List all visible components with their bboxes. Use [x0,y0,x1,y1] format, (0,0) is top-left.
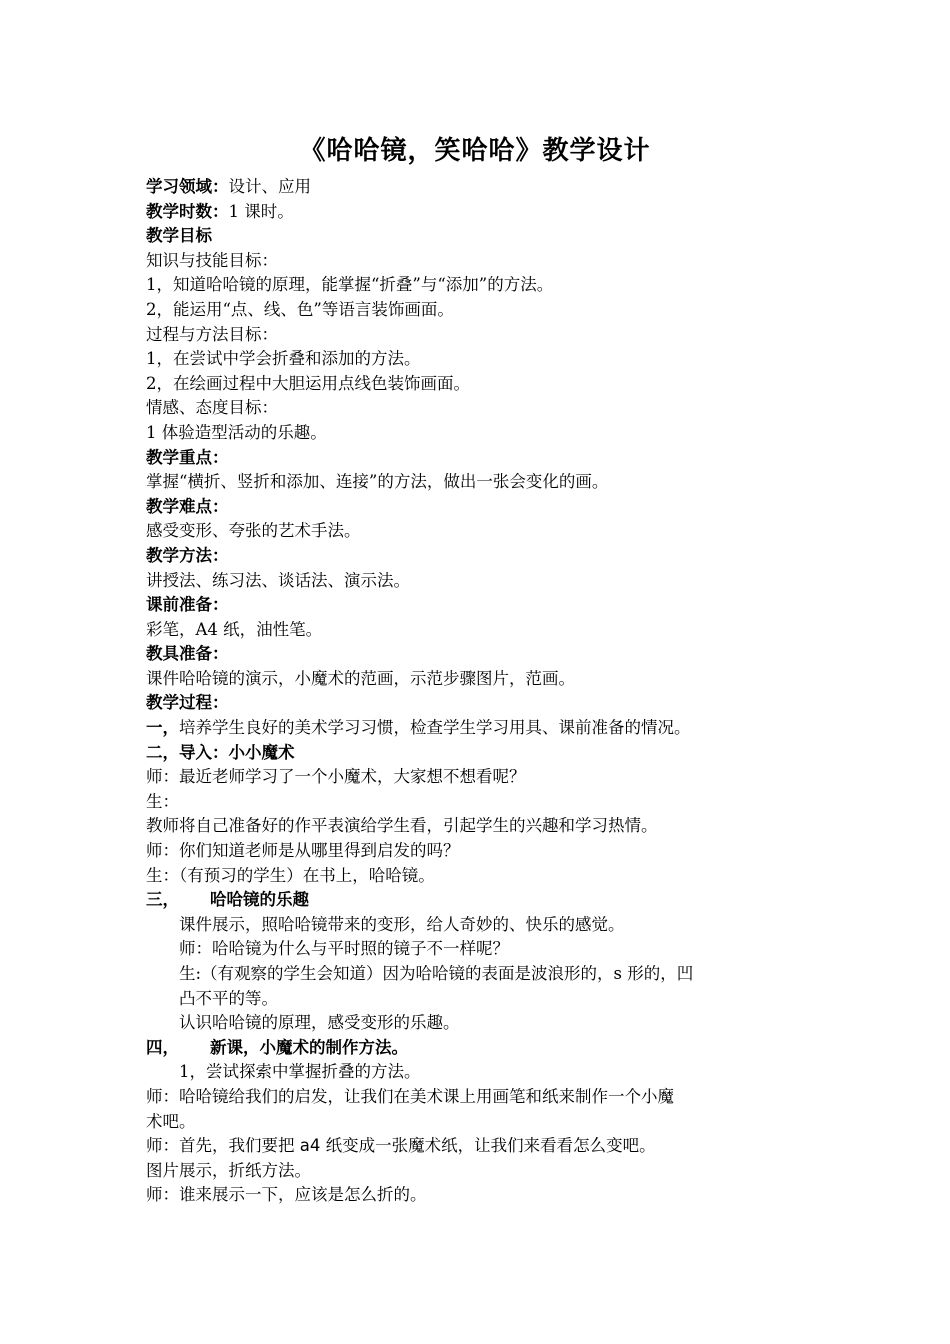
field-value: 设计、应用 [228,177,311,196]
document-title: 《哈哈镜，笑哈哈》教学设计 [299,136,651,166]
goals-heading: 教学目标 [146,226,212,246]
section-2-line-5: 生：（有预习的学生）在书上，哈哈镜。 [146,865,435,885]
section-4-step-1 [146,1060,826,1085]
section-2-line-1: 师：最近老师学习了一个小魔术，大家想不想看呢？ [146,767,526,787]
knowledge-title: 知识与技能目标： [146,250,278,270]
method-value: 讲授法、练习法、谈话法、演示法。 [146,570,410,590]
hours-value: 1 课时。 [228,201,294,221]
section-4-step-num: 1， [179,1062,206,1082]
section-2-line-2: 生： [146,791,179,811]
section-2-heading: 二，导入：小小魔术 [146,742,295,762]
section-3-line-1: 课件展示，照哈哈镜带来的变形，给人奇妙的、快乐的感觉。 [179,914,625,934]
prep-value: 彩笔，A4 纸，油性笔。 [146,619,323,639]
process-goal-item-2: 2，在绘画过程中大胆运用点线色装饰画面。 [146,373,470,393]
section-4-line-1: 师：哈哈镜给我们的启发，让我们在美术课上用画笔和纸来制作一个小魔 [146,1086,674,1106]
section-1-num: 一， [146,718,179,738]
emotion-goal-title: 情感、态度目标： [146,398,278,418]
section-3-line-2: 师：哈哈镜为什么与平时照的镜子不一样呢？ [179,939,509,959]
process-label: 教学过程： [146,693,229,713]
prep-label: 课前准备： [146,595,229,615]
process-goal-title: 过程与方法目标： [146,324,278,344]
difficulty-label: 教学难点： [146,496,229,516]
section-1 [146,716,826,741]
section-3-line-5: 认识哈哈镜的原理，感受变形的乐趣。 [179,1013,460,1033]
section-3-line-3: 生:（有观察的学生会知道）因为哈哈镜的表面是波浪形的，s 形的，凹 [179,964,694,983]
section-3-heading-row [146,888,826,913]
section-3-num: 三， [146,890,179,910]
section-4-line-2: 术吧。 [146,1111,196,1131]
process-goal-item-1: 1，在尝试中学会折叠和添加的方法。 [146,349,421,369]
a4-word: a4 [299,1136,321,1156]
section-4-a4-line [146,1134,826,1159]
emotion-goal-item-1: 1 体验造型活动的乐趣。 [146,422,327,442]
key-point-label: 教学重点： [146,447,229,467]
knowledge-item-1: 1，知道哈哈镜的原理，能掌握“折叠”与“添加”的方法。 [146,275,554,295]
field-row [146,175,826,200]
a4-line-pre: 师：首先，我们要把 [146,1136,300,1156]
tools-label: 教具准备： [146,644,229,664]
section-3-heading: 哈哈镜的乐趣 [210,890,309,910]
a4-line-post: 纸变成一张魔术纸，让我们来看看怎么变吧。 [320,1136,656,1156]
section-4-num: 四， [146,1037,179,1057]
field-label: 学习领域： [146,177,229,196]
section-4-line-4: 师：谁来展示一下，应该是怎么折的。 [146,1185,427,1205]
knowledge-item-2: 2，能运用“点、线、色”等语言装饰画面。 [146,299,454,319]
section-3-line-4: 凸不平的等。 [179,988,278,1008]
section-2-line-4: 师：你们知道老师是从哪里得到启发的吗？ [146,841,460,861]
section-4-line-3: 图片展示，折纸方法。 [146,1160,311,1180]
document-body [146,175,826,1208]
section-4-heading-row [146,1036,826,1061]
section-2-line-3: 教师将自己准备好的作平表演给学生看，引起学生的兴趣和学习热情。 [146,816,658,836]
key-point-value: 掌握“横折、竖折和添加、连接”的方法，做出一张会变化的画。 [146,472,609,492]
section-4-step-text: 尝试探索中掌握折叠的方法。 [206,1062,421,1082]
tools-value: 课件哈哈镜的演示，小魔术的范画，示范步骤图片，范画。 [146,668,575,688]
hours-row [146,200,826,225]
hours-label: 教学时数： [146,201,229,221]
method-label: 教学方法： [146,545,229,565]
section-1-text: 培养学生良好的美术学习习惯，检查学生学习用具、课前准备的情况。 [179,718,691,738]
section-4-heading: 新课，小魔术的制作方法。 [210,1037,408,1057]
difficulty-value: 感受变形、夸张的艺术手法。 [146,521,361,541]
